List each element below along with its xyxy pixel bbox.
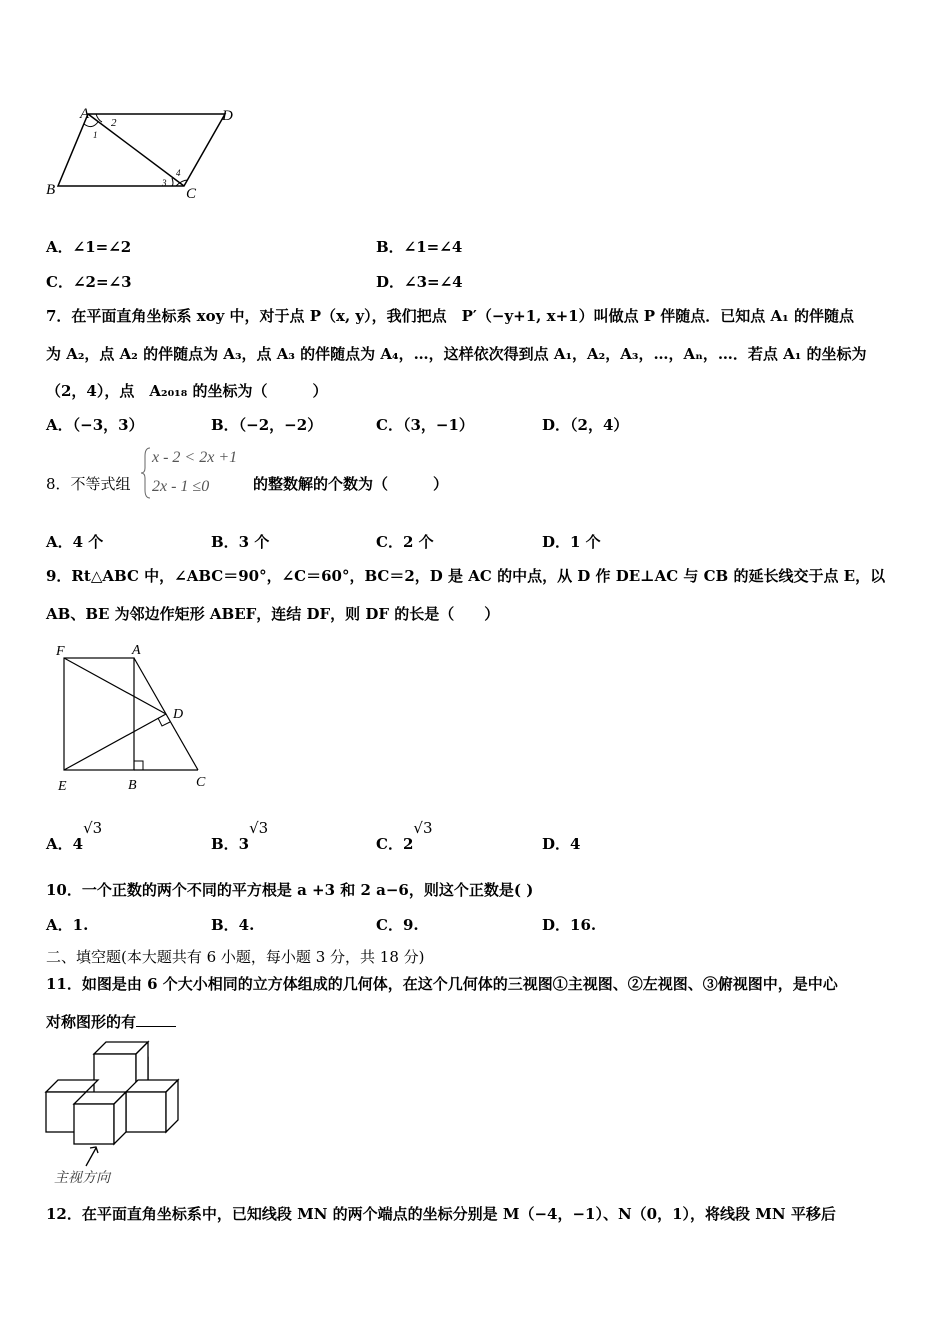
- q9-option-b-radical: √3: [249, 819, 269, 837]
- q8-suffix: 的整数解的个数为（ ）: [253, 475, 449, 493]
- label-B: B: [46, 182, 56, 198]
- label-2: 2: [111, 117, 117, 129]
- label-C: C: [196, 775, 206, 790]
- q9-line1: 9．Rt△ABC 中，∠ABC＝90°，∠C＝60°，BC＝2，D 是 AC 的中点，从 D 作 DE⊥AC 与 CB 的延长线交于点 E，以: [46, 567, 886, 585]
- label-D: D: [222, 108, 233, 124]
- q10-option-c: C．9.: [376, 916, 419, 934]
- q10-option-d: D．16.: [542, 916, 597, 934]
- q8-inequality-1: x - 2 < 2x +1: [152, 449, 238, 466]
- label-C: C: [186, 186, 197, 202]
- q12-line1: 12．在平面直角坐标系中，已知线段 MN 的两个端点的坐标分别是 M（−4，−1）、N（0，1），将线段 MN 平移后: [46, 1205, 836, 1223]
- q7-option-a: A．（−3，3）: [46, 416, 144, 434]
- q9-option-a: [46, 819, 103, 854]
- q8-brace: [140, 446, 152, 500]
- rectangle-triangle-figure: [50, 640, 220, 800]
- label-D: D: [173, 707, 184, 722]
- q11-line1: 11．如图是由 6 个大小相同的立方体组成的几何体，在这个几何体的三视图①主视图、②左视图、③俯视图中，是中心: [46, 975, 838, 993]
- q6-option-d: D．∠3=∠4: [376, 273, 463, 291]
- label-4: 4: [176, 168, 181, 178]
- cube-figure: [40, 1036, 190, 1186]
- label-A: A: [132, 643, 141, 658]
- label-A: A: [80, 106, 90, 122]
- q7-option-d: D．（2，4）: [542, 416, 629, 434]
- label-E: E: [58, 779, 67, 794]
- q10-option-b: B．4.: [211, 916, 255, 934]
- front-view-caption: 主视方向: [54, 1171, 110, 1186]
- q8-option-a: A．4 个: [46, 533, 104, 551]
- q7-line3: （2，4），点 A₂₀₁₈ 的坐标为（ ）: [46, 382, 328, 400]
- label-B: B: [128, 778, 137, 793]
- q8-option-d: D．1 个: [542, 533, 601, 551]
- q11-answer-blank: [136, 1012, 176, 1027]
- q9-option-b: [211, 819, 269, 854]
- q8-prefix-text: 8．不等式组: [46, 475, 131, 493]
- q7-option-c: C．（3，−1）: [376, 416, 474, 434]
- q9-option-c-radical: √3: [413, 819, 433, 837]
- q8-option-c: C．2 个: [376, 533, 434, 551]
- q9-option-b-text: B．3: [211, 835, 250, 853]
- label-F: F: [56, 644, 65, 659]
- q8-prefix: [46, 473, 131, 494]
- section-2-heading: 二、填空题(本大题共有 6 小题，每小题 3 分，共 18 分): [46, 948, 425, 966]
- parallelogram-figure: [40, 100, 250, 210]
- q9-option-a-radical: √3: [83, 819, 103, 837]
- q8-option-b: B．3 个: [211, 533, 270, 551]
- q7-line2: 为 A₂，点 A₂ 的伴随点为 A₃，点 A₃ 的伴随点为 A₄，…，这样依次得到点 A₁，A₂，A₃，…，Aₙ，…．若点 A₁ 的坐标为: [46, 345, 867, 363]
- q6-option-b: B．∠1=∠4: [376, 238, 463, 256]
- q9-line2: AB、BE 为邻边作矩形 ABEF，连结 DF，则 DF 的长是（ ）: [46, 605, 500, 623]
- q9-option-a-text: A．4: [46, 835, 84, 853]
- q7-line1: 7．在平面直角坐标系 xoy 中，对于点 P（x, y），我们把点 P′（−y+1, x+1）叫做点 P 伴随点．已知点 A₁ 的伴随点: [46, 307, 854, 325]
- q11-line2-text: 对称图形的有: [46, 1013, 137, 1031]
- label-1: 1: [93, 130, 98, 140]
- q10-option-a: A．1.: [46, 916, 89, 934]
- q6-option-c: C．∠2=∠3: [46, 273, 132, 291]
- q11-line2: [46, 1011, 176, 1032]
- q9-option-c-text: C．2: [376, 835, 414, 853]
- q10-text: 10．一个正数的两个不同的平方根是 a +3 和 2 a−6，则这个正数是( ): [46, 881, 534, 899]
- q6-option-a: A．∠1=∠2: [46, 238, 132, 256]
- q7-option-b: B．（−2，−2）: [211, 416, 323, 434]
- q9-option-d: D．4: [542, 835, 581, 853]
- q9-option-c: [376, 819, 433, 854]
- label-3: 3: [162, 178, 167, 188]
- q8-inequality-2: 2x - 1 ≤0: [152, 478, 210, 495]
